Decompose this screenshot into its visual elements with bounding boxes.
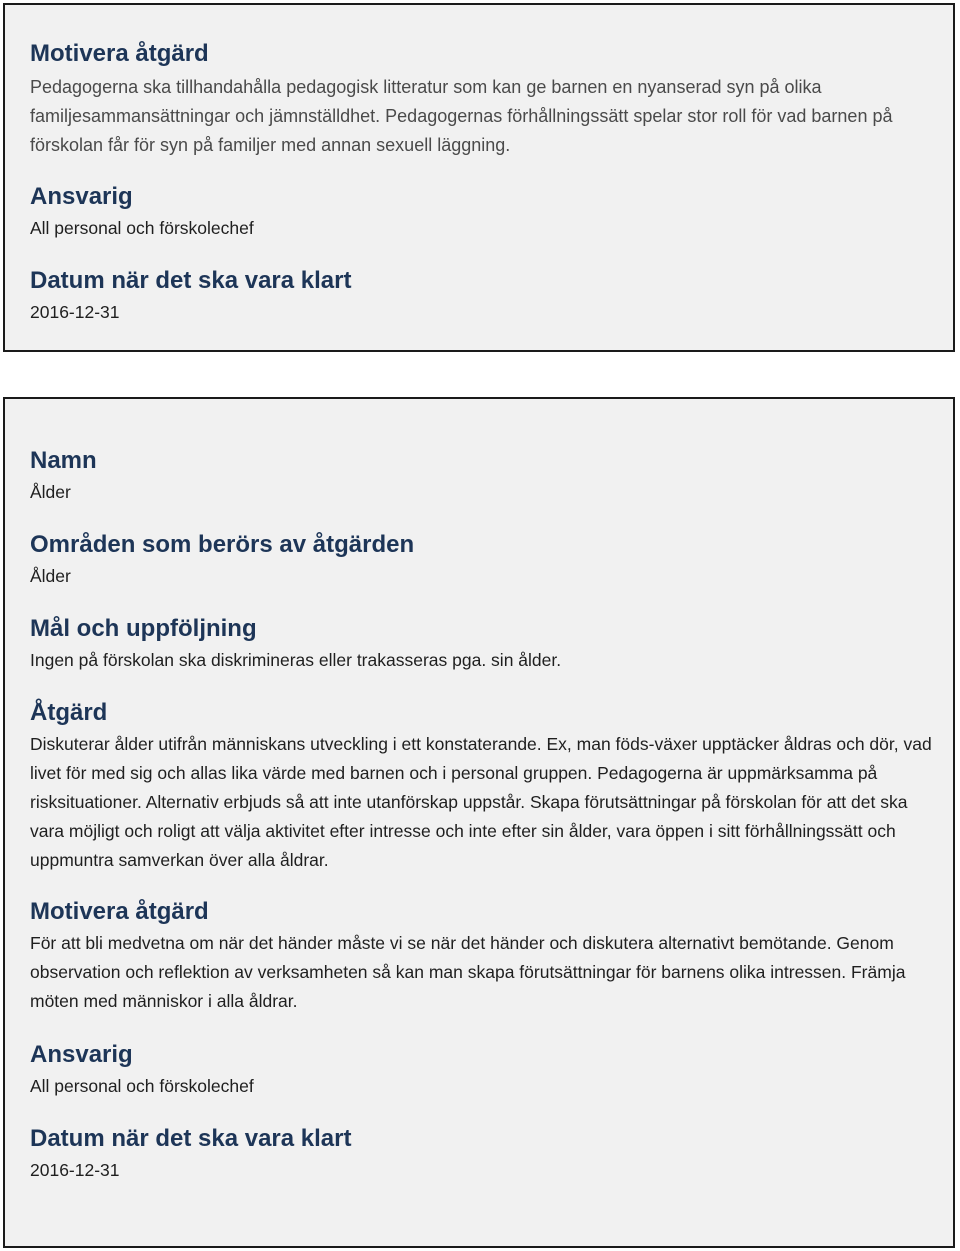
deadline-text: 2016-12-31 xyxy=(30,1160,120,1180)
action-text: Diskuterar ålder utifrån människans utveckling i ett konstaterande. Ex, man föds-växer upptäcker åldras och dör, vad livet för med sig och allas lika värde med barnen och i personal gruppen. Pedagogerna är uppmärksamma på risksituationer. Alternativ erbjuds så att inte utanförskap uppstår. Skapa förutsättningar på förskolan för att det ska vara möjligt och roligt att välja aktivitet efter intresse och inte efter sin ålder, vara öppen i sitt förhållningssätt och uppmuntra samverkan över alla åldrar. xyxy=(30,734,932,870)
goal-heading: Mål och uppföljning xyxy=(30,615,257,642)
areas-heading: Områden som berörs av åtgärden xyxy=(30,531,415,558)
motivation-text: För att bli medvetna om när det händer måste vi se när det händer och diskutera alternativt bemötande. Genom observation och reflektion av verksamheten så kan man skapa förutsättningar för barnens olika intressen. Främja möten med människor i alla åldrar. xyxy=(30,933,906,1011)
responsible-heading: Ansvarig xyxy=(30,1041,133,1068)
deadline-heading: Datum när det ska vara klart xyxy=(30,267,352,294)
motivation-heading: Motivera åtgärd xyxy=(30,40,209,67)
deadline-heading: Datum när det ska vara klart xyxy=(30,1125,352,1152)
responsible-heading: Ansvarig xyxy=(30,183,133,210)
name-heading: Namn xyxy=(30,447,97,474)
action-heading: Åtgärd xyxy=(30,699,108,726)
areas-text: Ålder xyxy=(30,566,71,586)
motivation-text: Pedagogerna ska tillhandahålla pedagogisk litteratur som kan ge barnen en nyanserad syn på olika familjesammansättningar och jämnställdhet. Pedagogernas förhållningssätt spelar stor roll för vad barnen på förskolan får för syn på familjer med annan sexuell läggning. xyxy=(30,77,893,155)
deadline-text: 2016-12-31 xyxy=(30,302,120,322)
responsible-text: All personal och förskolechef xyxy=(30,1076,254,1096)
action-section-2 xyxy=(3,397,955,1248)
responsible-text: All personal och förskolechef xyxy=(30,218,254,238)
action-section-1 xyxy=(3,3,955,352)
motivation-heading: Motivera åtgärd xyxy=(30,898,209,925)
goal-text: Ingen på förskolan ska diskrimineras eller trakasseras pga. sin ålder. xyxy=(30,650,562,670)
name-text: Ålder xyxy=(30,482,71,502)
